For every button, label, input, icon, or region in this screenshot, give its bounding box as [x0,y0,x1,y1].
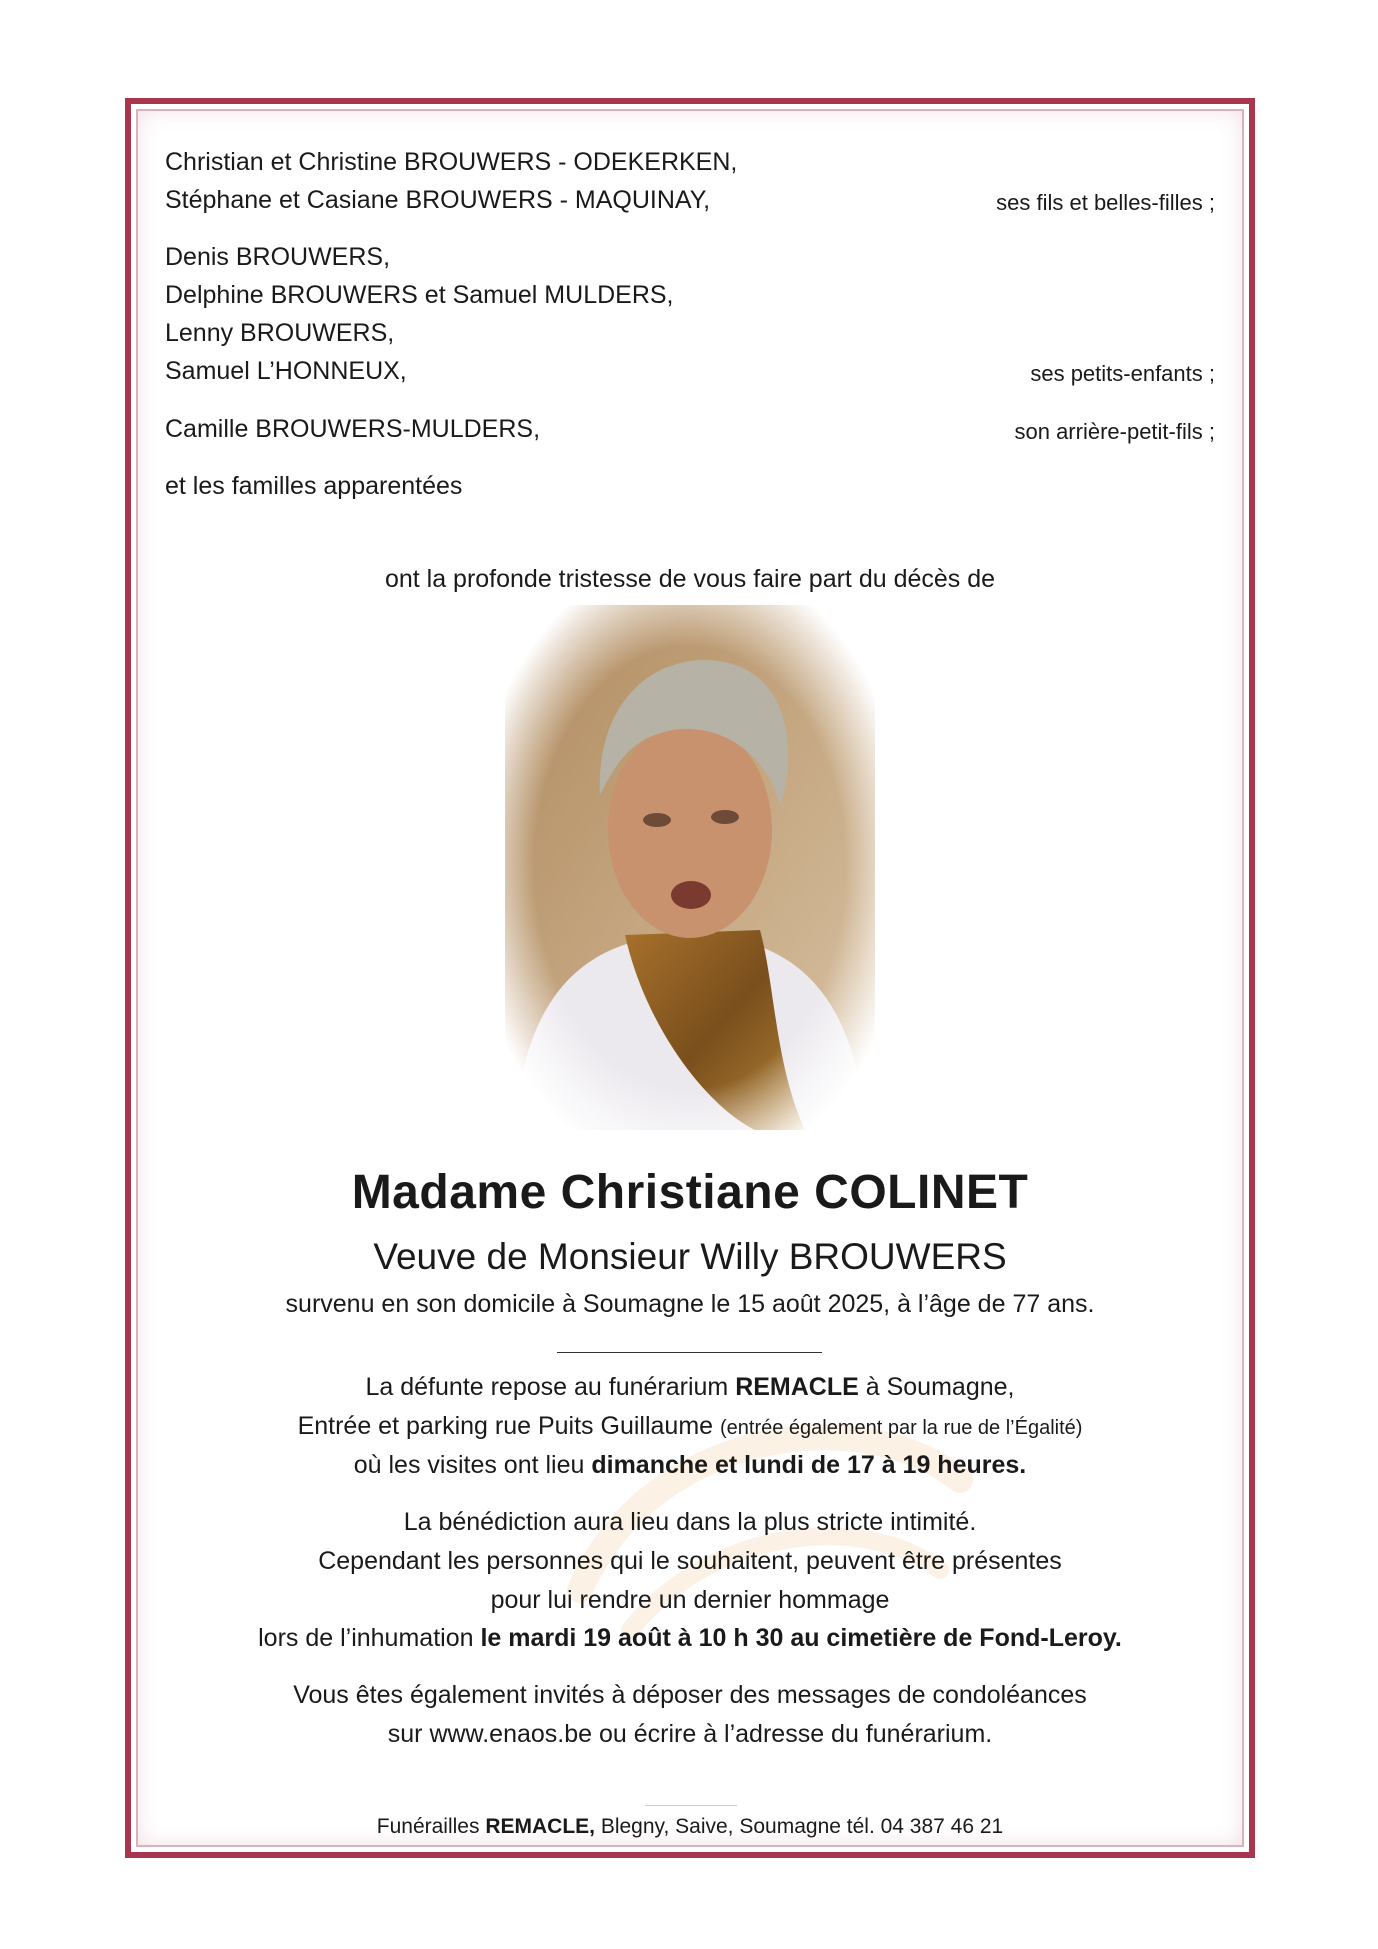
announcement-text: ont la profonde tristesse de vous faire part du décès de [384,565,996,593]
family-line: Christian et Christine BROUWERS - ODEKERKEN, [165,148,738,176]
footer [130,1815,1250,1839]
funeral-home-name: REMACLE [735,1373,859,1401]
family-line: Camille BROUWERS-MULDERS, [165,415,541,443]
text: La défunte repose au funérarium [365,1373,736,1401]
family-group-great-grandchild [165,415,1215,451]
family-line: Samuel L’HONNEUX, [165,357,407,385]
family-line: Denis BROUWERS, [165,243,391,271]
family-line: Lenny BROUWERS, [165,319,395,347]
visit-line-3 [130,1451,1250,1480]
ceremony-line-1: La bénédiction aura lieu dans la plus stricte intimité. [403,1508,977,1536]
portrait-photo [505,605,875,1130]
text: Entrée et parking rue Puits Guillaume [297,1412,720,1440]
family-others [165,472,1215,508]
death-details: survenu en son domicile à Soumagne le 15 août 2025, à l’âge de 77 ans. [285,1290,1095,1318]
footer-company: REMACLE, [485,1815,595,1838]
divider [557,1352,822,1353]
family-line: Stéphane et Casiane BROUWERS - MAQUINAY, [165,186,711,214]
family-role: ses petits-enfants ; [1030,361,1215,386]
text: Funérailles [376,1815,486,1838]
ceremony-line-3: pour lui rendre un dernier hommage [490,1586,890,1614]
text: lors de l’inhumation [258,1624,481,1652]
visit-line-2 [130,1412,1250,1441]
footer-divider [645,1805,737,1806]
entrance-note: (entrée également par la rue de l’Égalité) [720,1417,1083,1439]
ceremony-line-4 [130,1624,1250,1653]
condolences-line-2: sur www.enaos.be ou écrire à l’adresse du funérarium. [387,1720,993,1748]
family-role: son arrière-petit-fils ; [1014,419,1215,444]
visit-line-1 [130,1373,1250,1402]
ceremony-line-2: Cependant les personnes qui le souhaitent, peuvent être présentes [318,1547,1062,1575]
burial-details: le mardi 19 août à 10 h 30 au cimetière de Fond-Leroy. [480,1624,1122,1652]
text: Blegny, Saive, Soumagne tél. 04 387 46 21 [595,1815,1004,1838]
text: où les visites ont lieu [353,1451,592,1479]
condolences-line-1: Vous êtes également invités à déposer des messages de condoléances [293,1681,1087,1709]
family-group-sons [165,148,1215,218]
widow-of: Veuve de Monsieur Willy BROUWERS [373,1236,1007,1277]
visit-hours: dimanche et lundi de 17 à 19 heures. [591,1451,1027,1479]
text: à Soumagne, [858,1373,1015,1401]
family-group-grandchildren [165,243,1215,393]
family-line: Delphine BROUWERS et Samuel MULDERS, [165,281,674,309]
family-role: ses fils et belles-filles ; [996,190,1215,215]
family-line: et les familles apparentées [165,472,463,500]
deceased-name: Madame Christiane COLINET [351,1166,1029,1219]
